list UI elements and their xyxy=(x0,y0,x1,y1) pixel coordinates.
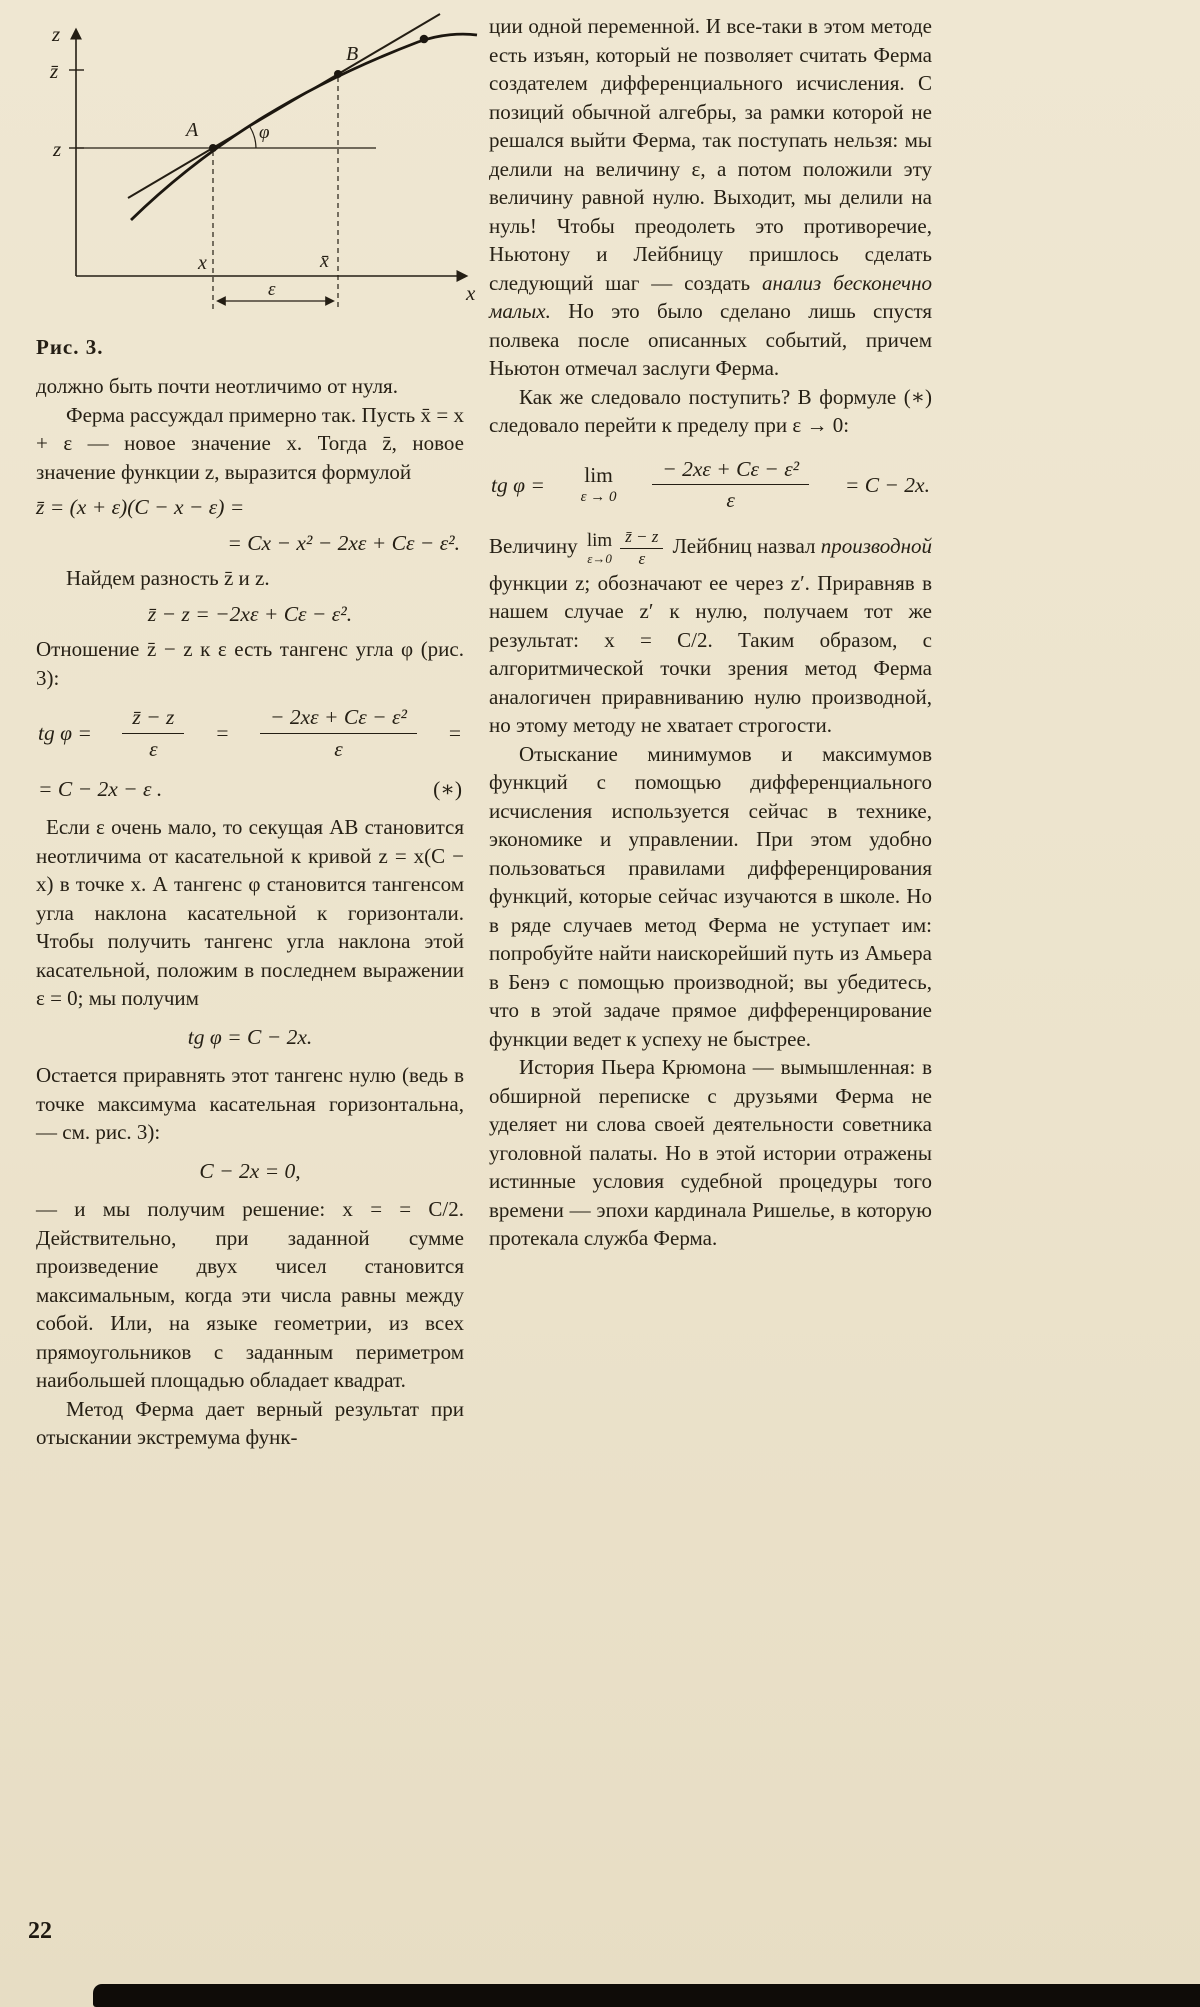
label-x: x xyxy=(198,252,207,274)
page-number: 22 xyxy=(28,1918,52,1944)
paragraph-right-3-text-c: функции z; обозначают ее через z′. Приравняв в нашем случае z′ к нулю, получаем тот же результат: x = C/2. Таким образом, с алгоритмической точки зрения метод Ферма аналогичен приравниванию нулю производной, но этому методу не хватает строгости. xyxy=(489,570,932,738)
paragraph-right-1-emphasis: анализ бесконечно малых. xyxy=(489,270,932,323)
eq3-fraction-2: $\frac{\text{− 2xε + Cε − ε²}}{\varepsilon}$ xyxy=(260,704,417,763)
eq3-result: = C − 2x − ε . xyxy=(38,776,163,801)
paragraph-right-4: Отыскание минимумов и максимумов функций с помощью дифференциального исчисления используется сейчас в технике, экономике и управлении. При этом удобно пользоваться правилами дифференцирования функций, которые сейчас изучаются в школе. Но в ряде случаев метод Ферма не уступает им: попробуйте найти наискорейший путь из Амьера в Бенэ с помощью производной; вы убедитесь, что в этой задаче прямое дифференцирование функции ведет к успеху не быстрее. xyxy=(489,741,932,1051)
equation-3-tangent xyxy=(36,704,464,763)
bottom-scan-bar xyxy=(93,1984,1200,2007)
angle-arc xyxy=(250,127,256,148)
paragraph-right-1-text: ции одной переменной. И все-таки в этом методе есть изъян, который не позволяет считать Ферма создателем дифференциального исчисления. С позиций обычной алгебры, за рамки которой не решался выйти Ферма, так поступать нельзя: мы делили на величину ε, а потом положили эту величину равной нулю. Выходит, мы делили на нуль! Чтобы преодолеть это противоречие, Ньютону и Лейбницу пришлось сделать следующий шаг — создать xyxy=(489,14,932,295)
paragraph-right-5: История Пьера Крюмона — вымышленная: в обширной переписке с друзьями Ферма не уделяет ни слова своей деятельности советника уголовной палаты. Но в этой истории отражены истинные условия судебной процедуры того времени — эпохи кардинала Ришелье, в которую протекала служба Ферма. xyxy=(489,1055,932,1251)
eq3-equals-1: = xyxy=(214,721,230,746)
equation-6-limit xyxy=(489,456,932,515)
eq3-fraction-1: $\frac{z̄ - z}{\varepsilon}$ xyxy=(122,704,184,763)
eq6-lhs: tg φ = xyxy=(491,472,545,497)
point-B-dot xyxy=(334,70,342,78)
paragraph-left-1: должно быть почти неотличимо от нуля. xyxy=(36,374,398,398)
equation-5: C − 2x = 0, xyxy=(199,1158,301,1183)
equation-3-result-row xyxy=(36,775,464,804)
paragraph-right-3 xyxy=(489,528,932,739)
equation-1-line-1: z̄ = (x + ε)(C − x − ε) = xyxy=(36,495,245,519)
paragraph-right-1 xyxy=(489,12,932,383)
paragraph-left-6: Остается приравнять этот тангенс нулю (ведь в точке максимума касательная горизонтальна, — см. рис. 3): xyxy=(36,1063,464,1145)
label-z: z xyxy=(53,137,62,161)
figure-3 xyxy=(28,8,480,360)
eq6-lim: lim ε → 0 xyxy=(580,462,617,506)
left-column xyxy=(36,372,464,1452)
equation-4: tg φ = C − 2x. xyxy=(187,1024,313,1049)
label-point-B: B xyxy=(346,43,359,65)
equation-1-line-2: = Cx − x² − 2xε + Cε − ε². xyxy=(227,530,460,555)
paragraph-right-1-text-b: Но это было сделано лишь спустя полвека после описанных событий, причем Ньютон отмечал заслуги Ферма. xyxy=(489,299,932,380)
point-A-dot xyxy=(209,144,217,152)
label-x-bar: x̄ xyxy=(320,250,329,272)
eq3-tag-star: (∗) xyxy=(433,776,462,801)
equation-2: z̄ − z = −2xε + Cε − ε². xyxy=(147,601,353,626)
paragraph-left-8: Метод Ферма дает верный результат при отыскании экстремума функ- xyxy=(36,1396,464,1450)
paragraph-right-2: Как же следовало поступить? В формуле (∗) следовало перейти к пределу при ε → 0: xyxy=(489,384,932,437)
inline-fraction: $\frac{z̄ - z}{\varepsilon}$ xyxy=(620,528,663,568)
paragraph-left-7: — и мы получим решение: x = = C/2. Действительно, при заданной сумме произведение двух чисел становится максимальным, когда эти числа равны между собой. Или, на языке геометрии, из всех прямоугольников с заданным периметром наибольшей площадью обладает квадрат. xyxy=(36,1197,464,1393)
right-column xyxy=(489,12,932,1253)
eq6-fraction: $\frac{\text{− 2xε + Cε − ε²}}{\varepsilon}$ xyxy=(652,456,809,515)
label-epsilon: ε xyxy=(268,279,276,300)
paragraph-left-4: Отношение z̄ − z к ε есть тангенс угла φ (рис. 3): xyxy=(36,637,464,690)
figure-plot xyxy=(28,8,480,320)
paragraph-left-5: Если ε очень мало, то секущая AB становится неотличима от касательной к кривой z = x(C − x) в точке x. А тангенс φ становится тангенсом угла наклона касательной к горизонтали. Чтобы получить тангенс угла наклона этой касательной, положим в последнем выражении ε = 0; мы получим xyxy=(36,815,464,1011)
label-axis-z: z xyxy=(52,22,61,46)
eq6-rhs: = C − 2x. xyxy=(844,472,930,497)
figure-caption: Рис. 3. xyxy=(36,335,104,359)
label-point-A: A xyxy=(186,119,199,141)
label-axis-x: x xyxy=(466,281,476,305)
paragraph-left-3: Найдем разность z̄ и z. xyxy=(66,566,270,590)
inline-limit: lim ε→0 xyxy=(586,530,613,567)
eq3-lhs: tg φ = xyxy=(38,721,92,746)
paragraph-right-3-emphasis: производной xyxy=(820,534,932,559)
paragraph-left-2: Ферма рассуждал примерно так. Пусть x̄ = x + ε — новое значение x. Тогда z̄, новое значение функции z, выразится формулой xyxy=(36,402,464,484)
label-phi: φ xyxy=(259,122,270,143)
maximum-dot xyxy=(420,35,429,44)
paragraph-right-3-text-b: Лейбниц назвал xyxy=(667,534,821,559)
paragraph-right-3-text: Величину xyxy=(489,534,583,559)
curve xyxy=(131,34,477,220)
eq3-equals-2: = xyxy=(447,721,462,746)
label-z-bar: z̄ xyxy=(50,59,59,83)
